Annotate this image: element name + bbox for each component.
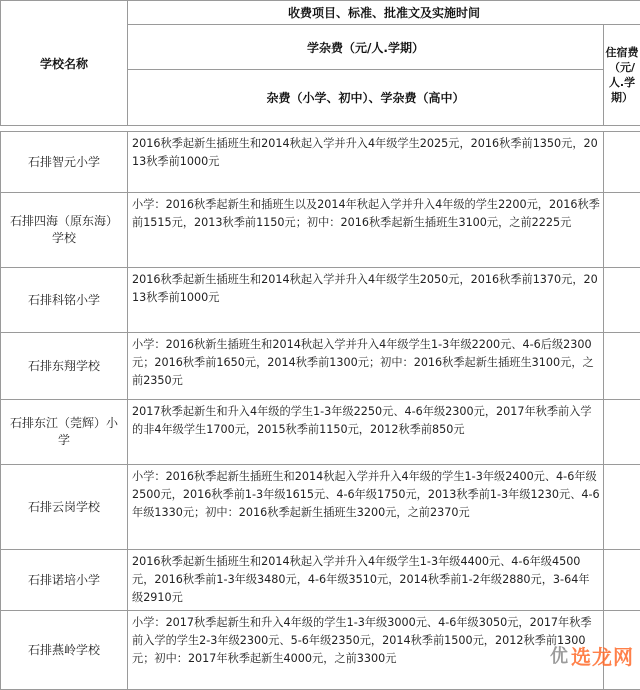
school-name: 石排科铭小学	[1, 268, 128, 333]
fee-detail: 小学：2016秋季起新生和插班生以及2014年秋起入学并升入4年级的学生2200元，2016秋季前1515元，2013秋季前1150元；初中：2016秋季起新生插班生3100元，之前2225元	[128, 193, 604, 268]
header-residence: 住宿费（元/人.学期）	[604, 25, 640, 126]
fee-detail: 2016秋季起新生插班生和2014秋起入学并升入4年级学生1-3年级4400元、4-6年级4500元，2016秋季前1-3年级3480元，4-6年级3510元，2014秋季前1-2年级2880元，3-64年级2910元	[128, 550, 604, 611]
school-name: 石排智元小学	[1, 132, 128, 193]
table-row	[1, 268, 640, 333]
table-row	[1, 465, 640, 550]
header-tuition: 学杂费（元/人.学期）	[128, 25, 604, 70]
fee-detail: 小学：2017秋季起新生和升入4年级的学生1-3年级3000元、4-6年级3050元，2017年秋季前入学的学生2-3年级2300元、5-6年级2350元，2014秋季前1500元，2012秋季前1300元；初中：2017年秋季起新生4000元，之前3300元	[128, 611, 604, 690]
table-row	[1, 400, 640, 465]
fee-detail: 2016秋季起新生插班生和2014秋起入学并升入4年级学生2050元，2016秋季前1370元，2013秋季前1000元	[128, 268, 604, 333]
header-school-name: 学校名称	[1, 1, 128, 126]
school-name: 石排东翔学校	[1, 333, 128, 400]
table-row	[1, 550, 640, 611]
table-row	[1, 333, 640, 400]
residence-fee	[604, 400, 640, 465]
residence-fee	[604, 550, 640, 611]
school-name: 石排燕岭学校	[1, 611, 128, 690]
fee-detail: 小学：2016秋季起新生插班生和2014秋起入学并升入4年级的学生1-3年级2400元、4-6年级2500元，2016秋季前1-3年级1615元、4-6年级1750元，2013秋季前1-3年级1230元、4-6年级1330元；初中：2016秋季起新生插班生3200元，之前2370元	[128, 465, 604, 550]
school-name: 石排东江（莞辉）小学	[1, 400, 128, 465]
header-misc: 杂费（小学、初中）、学杂费（高中）	[128, 70, 604, 126]
residence-fee	[604, 611, 640, 690]
fee-detail: 2016秋季起新生插班生和2014秋起入学并升入4年级学生2025元，2016秋季前1350元，2013秋季前1000元	[128, 132, 604, 193]
residence-fee	[604, 465, 640, 550]
table-row	[1, 193, 640, 268]
residence-fee	[604, 132, 640, 193]
fee-detail: 小学：2016秋新生插班生和2014秋起入学并升入4年级学生1-3年级2200元、4-6后级2300元；2016秋季前1650元，2014秋季前1300元；初中：2016秋季起新生插班生3100元，之前2350元	[128, 333, 604, 400]
header-fee-items: 收费项目、标准、批准文及实施时间	[128, 1, 640, 25]
residence-fee	[604, 333, 640, 400]
school-name: 石排诺培小学	[1, 550, 128, 611]
residence-fee	[604, 268, 640, 333]
school-name: 石排云岗学校	[1, 465, 128, 550]
residence-fee	[604, 193, 640, 268]
watermark-text-3: 龙网	[592, 641, 634, 670]
table-row	[1, 132, 640, 193]
table-row	[1, 611, 640, 690]
watermark-text-2: 选	[571, 641, 592, 670]
school-name: 石排四海（原东海）学校	[1, 193, 128, 268]
fee-detail: 2017秋季起新生和升入4年级的学生1-3年级2250元、4-6年级2300元，2017年秋季前入学的非4年级学生1700元，2015秋季前1150元，2012秋季前850元	[128, 400, 604, 465]
watermark-text-1: 优	[550, 642, 569, 668]
